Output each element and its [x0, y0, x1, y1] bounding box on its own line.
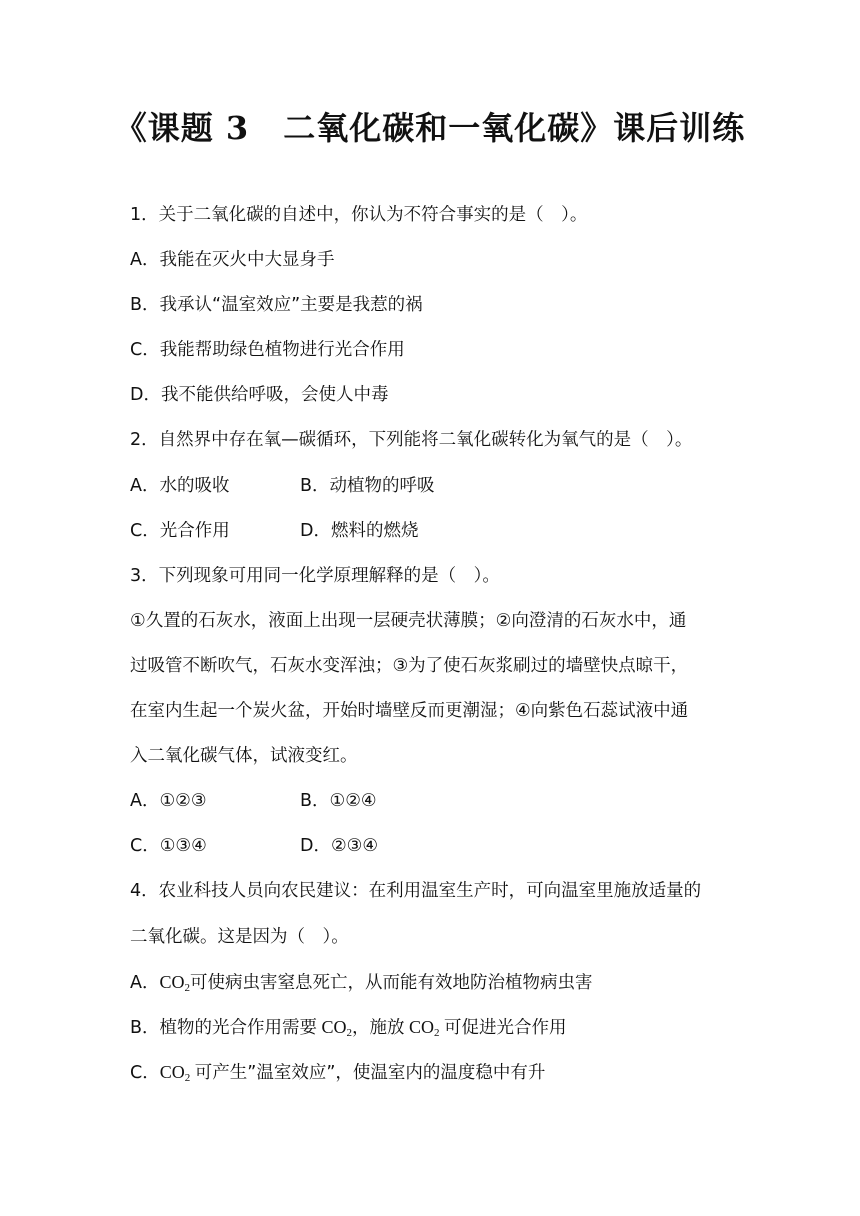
q1-option-d: D．我不能供给呼吸，会使人中毒	[130, 385, 389, 405]
q3-option-a: A．①②③	[130, 791, 207, 811]
q1-stem: 1．关于二氧化碳的自述中，你认为不符合事实的是（ ）。	[130, 205, 588, 225]
page-title	[0, 106, 860, 150]
q4-stem-line2: 二氧化碳。这是因为（ ）。	[130, 927, 349, 947]
q4-stem-line1: 4．农业科技人员向农民建议：在利用温室生产时，可向温室里施放适量的	[130, 881, 702, 901]
q3-body-line2: 过吸管不断吹气，石灰水变浑浊；③为了使石灰浆刷过的墙壁快点晾干，	[130, 656, 689, 676]
q1-option-b: B．我承认“温室效应”主要是我惹的祸	[130, 295, 423, 315]
q3-option-d: D．②③④	[300, 836, 379, 856]
q2-options-row1	[130, 474, 435, 498]
q4-option-c: C．$CO_2$ 可产生”温室效应”，使温室内的温度稳中有升	[130, 1062, 546, 1084]
q3-body-line4: 入二氧化碳气体，试液变红。	[130, 746, 358, 766]
q2-option-a: A．水的吸收	[130, 476, 230, 496]
co2-formula: $CO_2$	[321, 1017, 353, 1039]
title-suffix: 二氧化碳和一氧化碳》课后训练	[283, 109, 746, 147]
q2-option-b: B．动植物的呼吸	[300, 476, 435, 496]
q2-option-d: D．燃料的燃烧	[300, 521, 419, 541]
q3-option-b: B．①②④	[300, 791, 377, 811]
co2-formula: $CO_2$	[409, 1017, 440, 1039]
q3-options-row2	[130, 834, 379, 858]
q3-option-c: C．①③④	[130, 836, 207, 856]
title-prefix: 《课题 3	[114, 109, 250, 147]
co2-formula: $CO_2$	[159, 1062, 191, 1084]
q3-stem: 3．下列现象可用同一化学原理解释的是（ ）。	[130, 566, 500, 586]
q2-option-c: C．光合作用	[130, 521, 230, 541]
q1-option-c: C．我能帮助绿色植物进行光合作用	[130, 340, 405, 360]
q4-option-a: A．$CO_2$可使病虫害窒息死亡，从而能有效地防治植物病虫害	[130, 972, 593, 994]
q2-stem: 2．自然界中存在氧—碳循环，下列能将二氧化碳转化为氧气的是（ ）。	[130, 430, 693, 450]
q4-option-b: B．植物的光合作用需要 $CO_2$，施放 $CO_2$ 可促进光合作用	[130, 1017, 567, 1039]
q3-options-row1	[130, 789, 377, 813]
q1-option-a: A．我能在灭火中大显身手	[130, 250, 335, 270]
q3-body-line3: 在室内生起一个炭火盆，开始时墙壁反而更潮湿；④向紫色石蕊试液中通	[130, 701, 689, 721]
q3-body-line1: ①久置的石灰水，液面上出现一层硬壳状薄膜；②向澄清的石灰水中，通	[130, 611, 687, 631]
q2-options-row2	[130, 519, 419, 543]
co2-formula: $CO_2$	[159, 972, 190, 994]
